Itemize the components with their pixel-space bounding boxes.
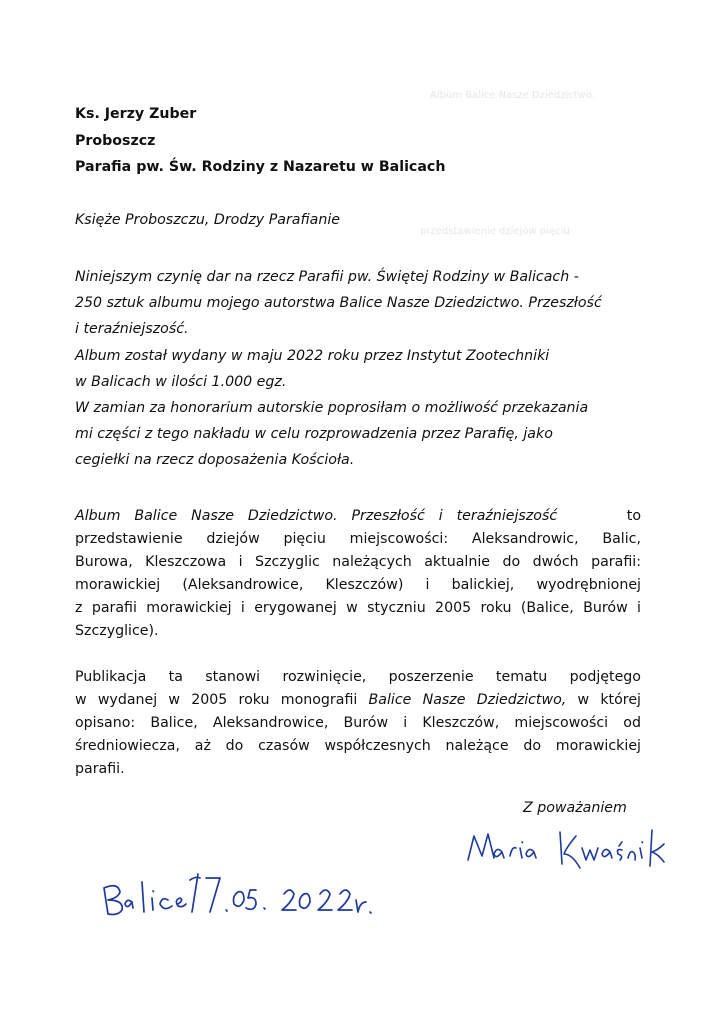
paragraph-line: Niniejszym czynię dar na rzecz Parafii pw. Świętej Rodziny w Balicach - bbox=[75, 269, 579, 285]
paragraph-line: z parafii morawickiej i erygowanej w styczniu 2005 roku (Balice, Burów i bbox=[75, 600, 641, 616]
paragraph-line: parafii. bbox=[75, 761, 125, 777]
greeting: Księże Proboszczu, Drodzy Parafianie bbox=[75, 212, 340, 228]
paragraph-line: w Balicach w ilości 1.000 egz. bbox=[75, 373, 287, 390]
paragraph-line: Burowa, Kleszczowa i Szczyglic należących aktualnie do dwóch parafii: bbox=[75, 554, 641, 570]
recipient-name: Ks. Jerzy Zuber bbox=[75, 106, 197, 122]
paragraph-line: 250 sztuk albumu mojego autorstwa Balice Nasze Dziedzictwo. Przeszłość bbox=[75, 295, 602, 312]
paragraph-line bbox=[75, 689, 641, 712]
bleed-through-text: przedstawienie dziejów pięciu bbox=[420, 226, 570, 237]
recipient-role: Proboszcz bbox=[75, 133, 156, 149]
album-title-italic: Album Balice Nasze Dziedzictwo. Przeszłość i teraźniejszość bbox=[75, 508, 558, 524]
album-description-paragraph bbox=[75, 505, 641, 643]
bleed-through-text: Album Balice Nasze Dziedzictwo. bbox=[430, 90, 595, 101]
inline-text: w wydanej w 2005 roku monografii bbox=[75, 692, 369, 708]
monograph-title-italic: Balice Nasze Dziedzictwo, bbox=[368, 692, 567, 708]
inline-text: w której bbox=[566, 692, 641, 708]
paragraph-line: Album został wydany w maju 2022 roku przez Instytut Zootechniki bbox=[75, 347, 550, 364]
paragraph-line: morawickiej (Aleksandrowice, Kleszczów) i balickiej, wyodrębnionej bbox=[75, 577, 641, 593]
paragraph-line: przedstawienie dziejów pięciu miejscowości: Aleksandrowic, Balic, bbox=[75, 531, 641, 547]
donation-paragraph bbox=[75, 264, 635, 474]
paragraph-line: średniowiecza, aż do czasów współczesnych należące do morawickiej bbox=[75, 738, 641, 754]
paragraph-line: i teraźniejszość. bbox=[75, 321, 189, 338]
publication-paragraph bbox=[75, 666, 641, 781]
inline-text: to bbox=[626, 508, 641, 524]
paragraph-line: W zamian za honorarium autorskie poprosiłam o możliwość przekazania bbox=[75, 400, 589, 417]
closing-phrase: Z poważaniem bbox=[523, 800, 627, 816]
paragraph-line: Szczyglice). bbox=[75, 623, 159, 639]
handwritten-signature bbox=[462, 818, 692, 878]
paragraph-line: mi części z tego nakładu w celu rozprowadzenia przez Parafię, jako bbox=[75, 426, 553, 443]
paragraph-line: Publikacja ta stanowi rozwinięcie, poszerzenie tematu podjętego bbox=[75, 669, 641, 685]
handwritten-date bbox=[98, 862, 373, 922]
paragraph-line bbox=[75, 505, 641, 528]
paragraph-line: cegiełki na rzecz doposażenia Kościoła. bbox=[75, 452, 355, 469]
recipient-parish: Parafia pw. Św. Rodziny z Nazaretu w Balicach bbox=[75, 159, 446, 175]
paragraph-line: opisano: Balice, Aleksandrowice, Burów i Kleszczów, miejscowości od bbox=[75, 715, 641, 731]
